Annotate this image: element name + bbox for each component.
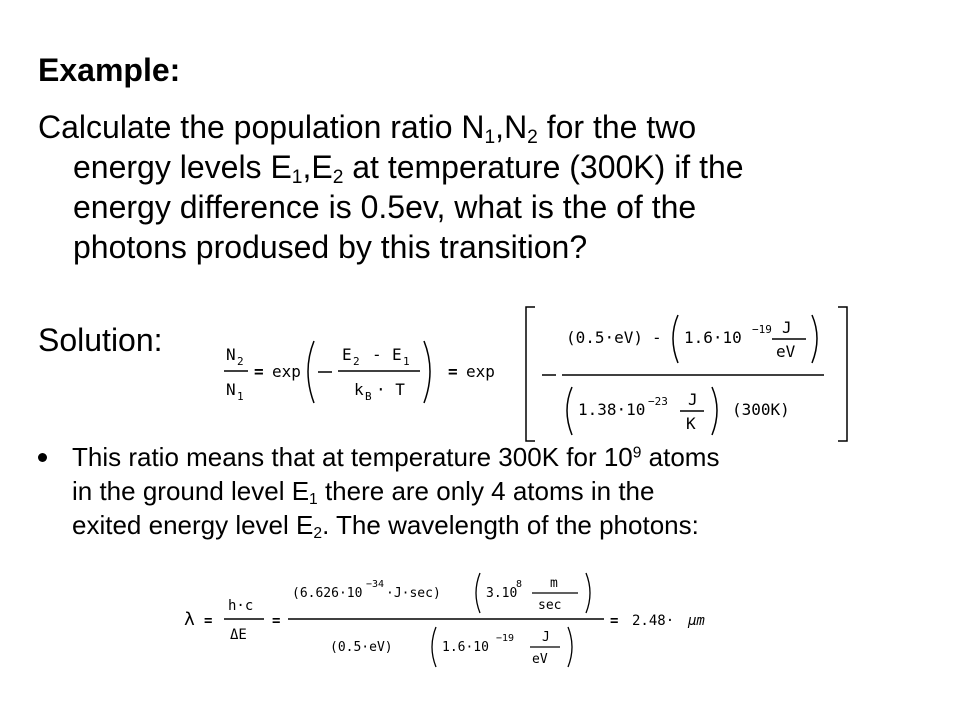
lambda-symbol: λ	[184, 609, 195, 630]
svg-text:=: =	[448, 362, 458, 381]
svg-text:1: 1	[237, 390, 244, 403]
bullet-line: exited energy level $E_2$. The wavelength of the photons:	[72, 510, 699, 542]
svg-text:3.10: 3.10	[486, 586, 518, 601]
slide-title: Example:	[38, 52, 181, 88]
svg-text:1.6·10: 1.6·10	[684, 328, 742, 347]
bullet-dot	[38, 453, 47, 462]
svg-text:·J·sec): ·J·sec)	[386, 586, 441, 601]
problem-line: energy difference is 0.5ev, what is the of the	[73, 189, 697, 225]
svg-text:μm: μm	[688, 613, 705, 629]
svg-text:(0.5·eV): (0.5·eV)	[330, 640, 393, 655]
svg-text:exp: exp	[272, 362, 301, 381]
svg-text:exp: exp	[466, 362, 495, 381]
eq1-lhs-den: N	[226, 380, 236, 399]
bullet-line: in the ground level $E_1$ there are only 4 atoms in the	[72, 476, 655, 508]
svg-text:E: E	[392, 345, 402, 364]
eq1-lhs-num: N	[226, 345, 236, 364]
svg-text:=: =	[254, 362, 264, 381]
svg-text:B: B	[365, 390, 372, 403]
solution-label: Solution:	[38, 322, 163, 358]
bullet-line: This ratio means that at temperature 300K for $10^9$ atoms	[72, 442, 720, 472]
population-ratio-equation	[220, 305, 860, 445]
wavelength-result: 2.48·	[632, 613, 675, 629]
svg-text:2: 2	[237, 355, 244, 368]
svg-text:−19: −19	[752, 323, 772, 336]
svg-text:−19: −19	[496, 633, 515, 644]
svg-text:-: -	[372, 345, 382, 364]
svg-text:1: 1	[403, 355, 410, 368]
svg-text:8: 8	[516, 579, 523, 590]
svg-text:=: =	[272, 613, 281, 629]
svg-text:m: m	[550, 576, 558, 591]
svg-text:K: K	[686, 414, 696, 433]
svg-text:(0.5·eV): (0.5·eV)	[566, 328, 644, 347]
svg-text:h·c: h·c	[228, 598, 254, 614]
svg-text:=: =	[204, 613, 213, 629]
svg-text:(300K): (300K)	[732, 400, 790, 419]
svg-text:−34: −34	[366, 579, 385, 590]
problem-statement	[38, 107, 918, 267]
svg-text:eV: eV	[532, 652, 548, 667]
svg-text:1.38·10: 1.38·10	[578, 400, 646, 419]
svg-text:sec: sec	[538, 598, 562, 613]
wavelength-equation	[180, 565, 740, 675]
svg-text:eV: eV	[776, 342, 796, 361]
svg-text:k: k	[354, 380, 364, 399]
svg-text:J: J	[688, 390, 698, 409]
svg-text:J: J	[782, 318, 792, 337]
svg-text:ΔE: ΔE	[230, 627, 247, 643]
svg-text:1.6·10: 1.6·10	[442, 640, 489, 655]
problem-line: Calculate the population ratio $N_1,N_2$ for the two	[38, 109, 697, 148]
problem-line: energy levels $E_1,E_2$ at temperature (300K) if the	[73, 149, 744, 188]
svg-text:-: -	[652, 328, 662, 347]
svg-text:(6.626·10: (6.626·10	[292, 586, 363, 601]
bullet-item	[38, 440, 938, 565]
svg-text:2: 2	[353, 355, 360, 368]
svg-text:−23: −23	[648, 395, 668, 408]
svg-text:E: E	[342, 345, 352, 364]
bullet-text	[72, 440, 938, 542]
svg-text:=: =	[610, 613, 619, 629]
svg-text:· T: · T	[376, 380, 405, 399]
problem-line: photons prodused by this transition?	[73, 229, 588, 265]
svg-text:J: J	[542, 630, 550, 645]
